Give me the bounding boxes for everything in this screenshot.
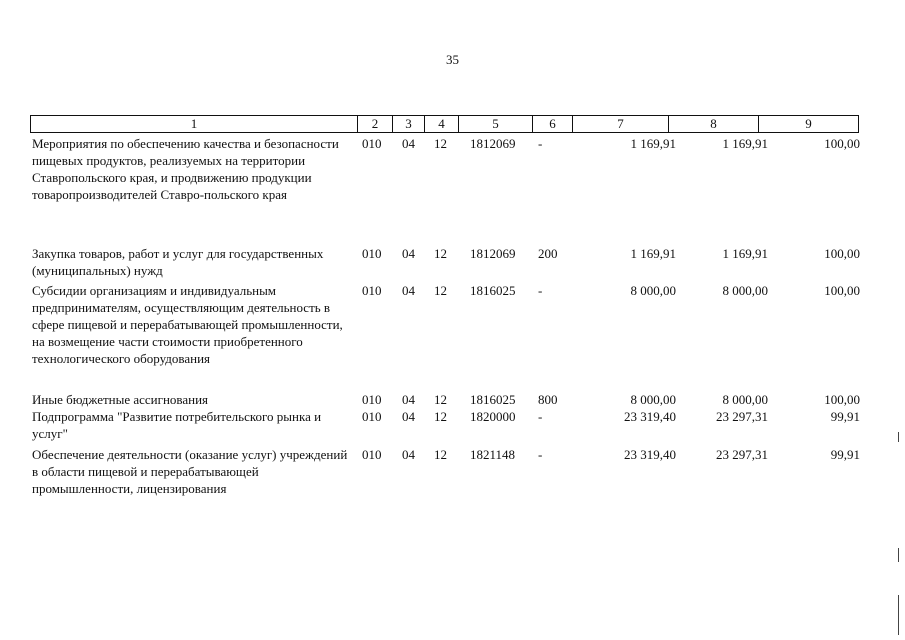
cell-percent-9: 100,00 — [824, 246, 860, 261]
cell-code-6: - — [538, 447, 543, 462]
column-header-3: 3 — [393, 116, 425, 133]
cell-code-2: 010 — [362, 392, 382, 407]
column-header-1: 1 — [31, 116, 358, 133]
column-header-table — [30, 115, 859, 133]
cell-code-5: 1812069 — [470, 246, 516, 261]
cell-code-5: 1812069 — [470, 136, 516, 151]
cell-code-2: 010 — [362, 447, 382, 462]
cell-amount-7: 23 319,40 — [624, 447, 676, 462]
row-name: Субсидии организациям и индивидуальным предпринимателям, осуществляющим деятельность в сфере пищевой и перерабатывающей промышленности, на возмещение части стоимости приобретенного технологического оборудования — [32, 283, 343, 366]
cell-percent-9: 99,91 — [830, 447, 860, 462]
cell-code-3: 04 — [402, 136, 415, 151]
column-header-4: 4 — [425, 116, 459, 133]
cell-code-6: 200 — [538, 246, 558, 261]
row-name: Закупка товаров, работ и услуг для государственных (муниципальных) нужд — [32, 246, 324, 278]
cell-amount-7: 8 000,00 — [630, 392, 676, 407]
scan-edge-mark — [898, 548, 899, 562]
cell-amount-8: 8 000,00 — [722, 392, 768, 407]
cell-code-2: 010 — [362, 136, 382, 151]
cell-code-6: - — [538, 409, 543, 424]
cell-code-4: 12 — [434, 392, 447, 407]
cell-code-3: 04 — [402, 246, 415, 261]
cell-percent-9: 99,91 — [830, 409, 860, 424]
cell-amount-7: 1 169,91 — [630, 136, 676, 151]
cell-code-6: 800 — [538, 392, 558, 407]
cell-code-4: 12 — [434, 409, 447, 424]
cell-code-5: 1820000 — [470, 409, 516, 424]
cell-code-3: 04 — [402, 447, 415, 462]
column-header-row — [31, 116, 859, 133]
cell-percent-9: 100,00 — [824, 283, 860, 298]
cell-code-3: 04 — [402, 392, 415, 407]
row-name: Мероприятия по обеспечению качества и безопасности пищевых продуктов, реализуемых на территории Ставропольского края, и продвижению продукции товаропроизводителей Ставро-польского края — [32, 136, 339, 202]
column-header-8: 8 — [669, 116, 759, 133]
column-header-6: 6 — [533, 116, 573, 133]
cell-code-5: 1816025 — [470, 283, 516, 298]
cell-amount-8: 23 297,31 — [716, 447, 768, 462]
cell-code-4: 12 — [434, 246, 447, 261]
scan-edge-mark — [898, 432, 899, 442]
cell-amount-8: 23 297,31 — [716, 409, 768, 424]
cell-code-2: 010 — [362, 283, 382, 298]
cell-code-5: 1816025 — [470, 392, 516, 407]
cell-code-2: 010 — [362, 409, 382, 424]
cell-amount-7: 23 319,40 — [624, 409, 676, 424]
cell-code-5: 1821148 — [470, 447, 516, 462]
cell-amount-7: 8 000,00 — [630, 283, 676, 298]
cell-code-6: - — [538, 136, 543, 151]
cell-amount-7: 1 169,91 — [630, 246, 676, 261]
row-name: Иные бюджетные ассигнования — [32, 392, 209, 407]
column-header-9: 9 — [759, 116, 859, 133]
cell-amount-8: 8 000,00 — [722, 283, 768, 298]
column-header-2: 2 — [358, 116, 393, 133]
cell-code-6: - — [538, 283, 543, 298]
cell-amount-8: 1 169,91 — [722, 246, 768, 261]
column-header-7: 7 — [573, 116, 669, 133]
cell-code-4: 12 — [434, 136, 447, 151]
cell-percent-9: 100,00 — [824, 392, 860, 407]
column-header-5: 5 — [459, 116, 533, 133]
page-number: 35 — [446, 52, 459, 67]
cell-code-3: 04 — [402, 283, 415, 298]
cell-code-4: 12 — [434, 447, 447, 462]
scan-edge-mark — [898, 595, 899, 635]
cell-code-2: 010 — [362, 246, 382, 261]
cell-percent-9: 100,00 — [824, 136, 860, 151]
cell-code-3: 04 — [402, 409, 415, 424]
row-name: Подпрограмма "Развитие потребительского рынка и услуг" — [32, 409, 322, 441]
row-name: Обеспечение деятельности (оказание услуг) учреждений в области пищевой и перерабатывающей промышленности, лицензирования — [32, 447, 348, 496]
cell-code-4: 12 — [434, 283, 447, 298]
cell-amount-8: 1 169,91 — [722, 136, 768, 151]
